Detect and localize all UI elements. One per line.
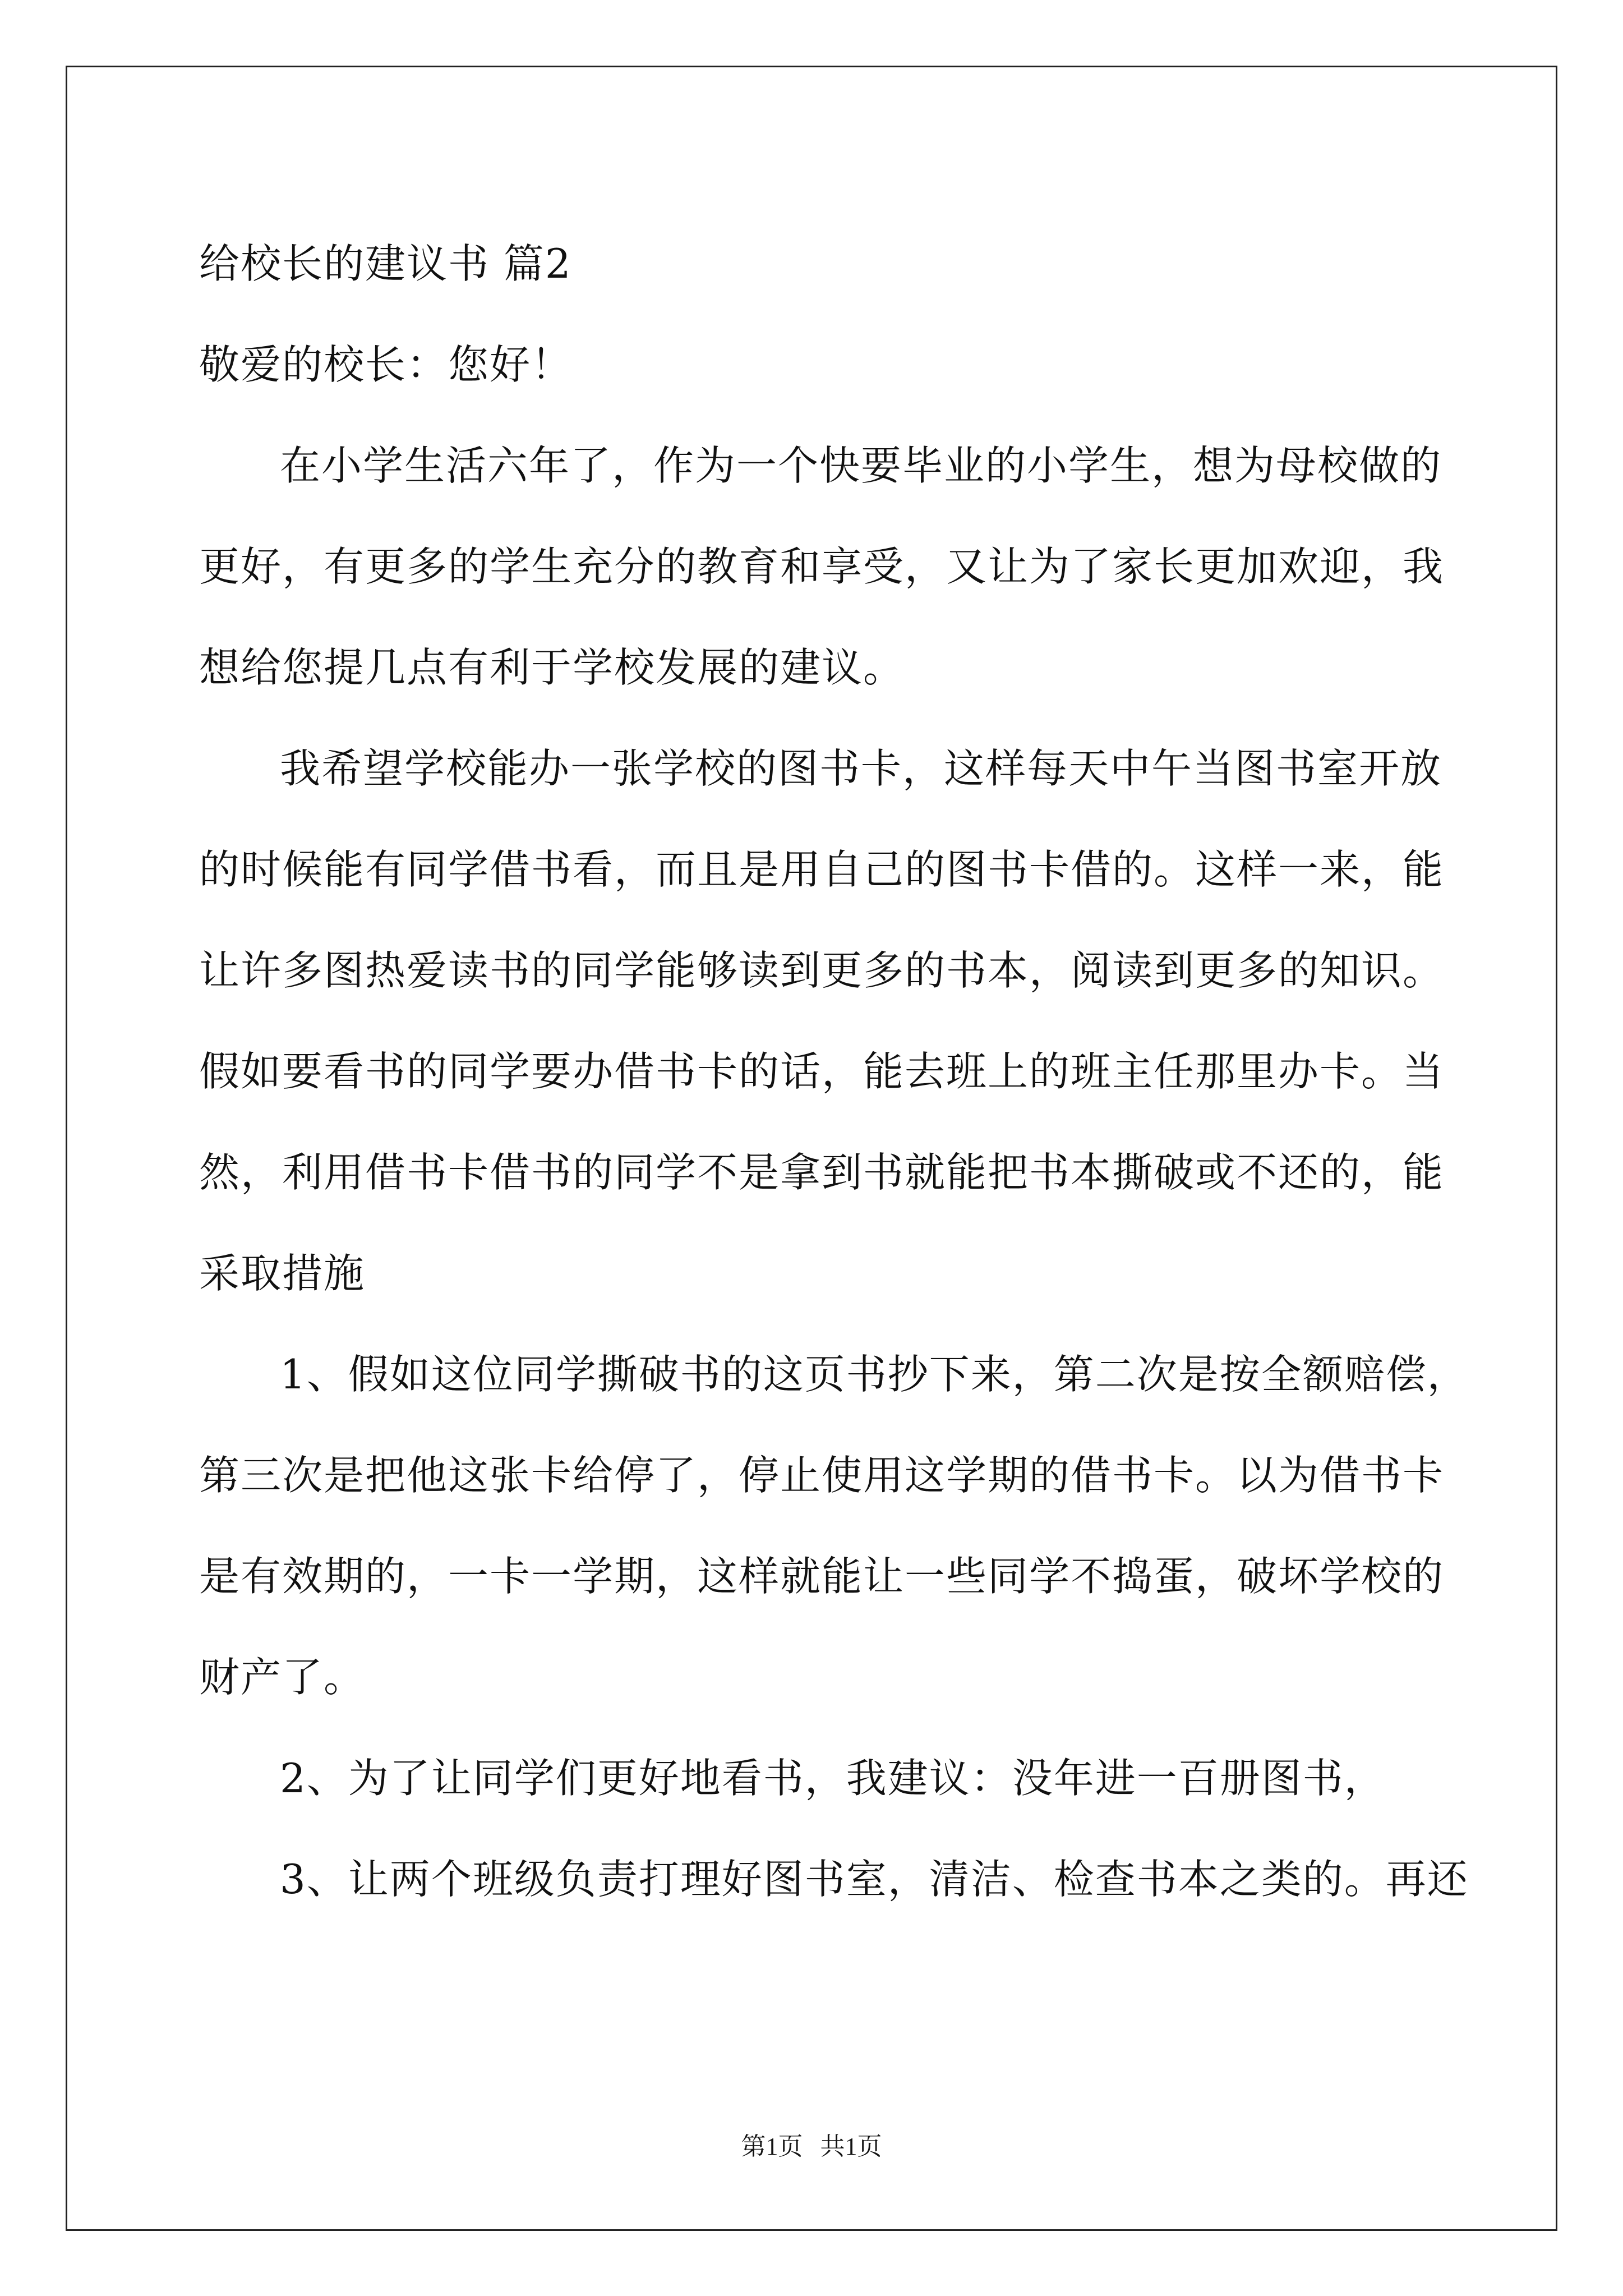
text-line: 第三次是把他这张卡给停了，停止使用这学期的借书卡。以为借书卡 bbox=[199, 1452, 1445, 1499]
paragraph-lines bbox=[199, 415, 1469, 1930]
text-line: 更好，有更多的学生充分的教育和享受，又让为了家长更加欢迎，我 bbox=[199, 543, 1445, 590]
text-line: 想给您提几点有利于学校发展的建议。 bbox=[199, 644, 905, 691]
text-line: 假如要看书的同学要办借书卡的话，能去班上的班主任那里办卡。当 bbox=[199, 1048, 1445, 1095]
text-line: 是有效期的，一卡一学期，这样就能让一些同学不捣蛋，破坏学校的 bbox=[199, 1553, 1445, 1600]
page-footer bbox=[0, 2126, 1623, 2162]
text-line: 然，利用借书卡借书的同学不是拿到书就能把书本撕破或不还的，能 bbox=[199, 1149, 1445, 1196]
greeting: 敬爱的校长：您好！ bbox=[199, 341, 573, 388]
text-line: 财产了。 bbox=[199, 1654, 366, 1701]
text-line: 我希望学校能办一张学校的图书卡，这样每天中午当图书室开放 bbox=[280, 745, 1442, 792]
text-line: 1、假如这位同学撕破书的这页书抄下来，第二次是按全额赔偿， bbox=[280, 1351, 1469, 1398]
text-line: 在小学生活六年了，作为一个快要毕业的小学生，想为母校做的 bbox=[280, 442, 1442, 489]
document-body bbox=[199, 213, 1469, 1930]
page-number: 第1页 bbox=[741, 2133, 803, 2160]
text-line: 3、让两个班级负责打理好图书室，清洁、检查书本之类的。再还 bbox=[280, 1856, 1469, 1903]
text-line: 的时候能有同学借书看，而且是用自己的图书卡借的。这样一来，能 bbox=[199, 846, 1445, 893]
text-line: 2、为了让同学们更好地看书，我建议：没年进一百册图书， bbox=[280, 1755, 1386, 1802]
page-total: 共1页 bbox=[820, 2133, 882, 2160]
document-title: 给校长的建议书 篇2 bbox=[199, 240, 572, 287]
text-line: 让许多图热爱读书的同学能够读到更多的书本，阅读到更多的知识。 bbox=[199, 947, 1445, 994]
text-line: 采取措施 bbox=[199, 1250, 366, 1297]
